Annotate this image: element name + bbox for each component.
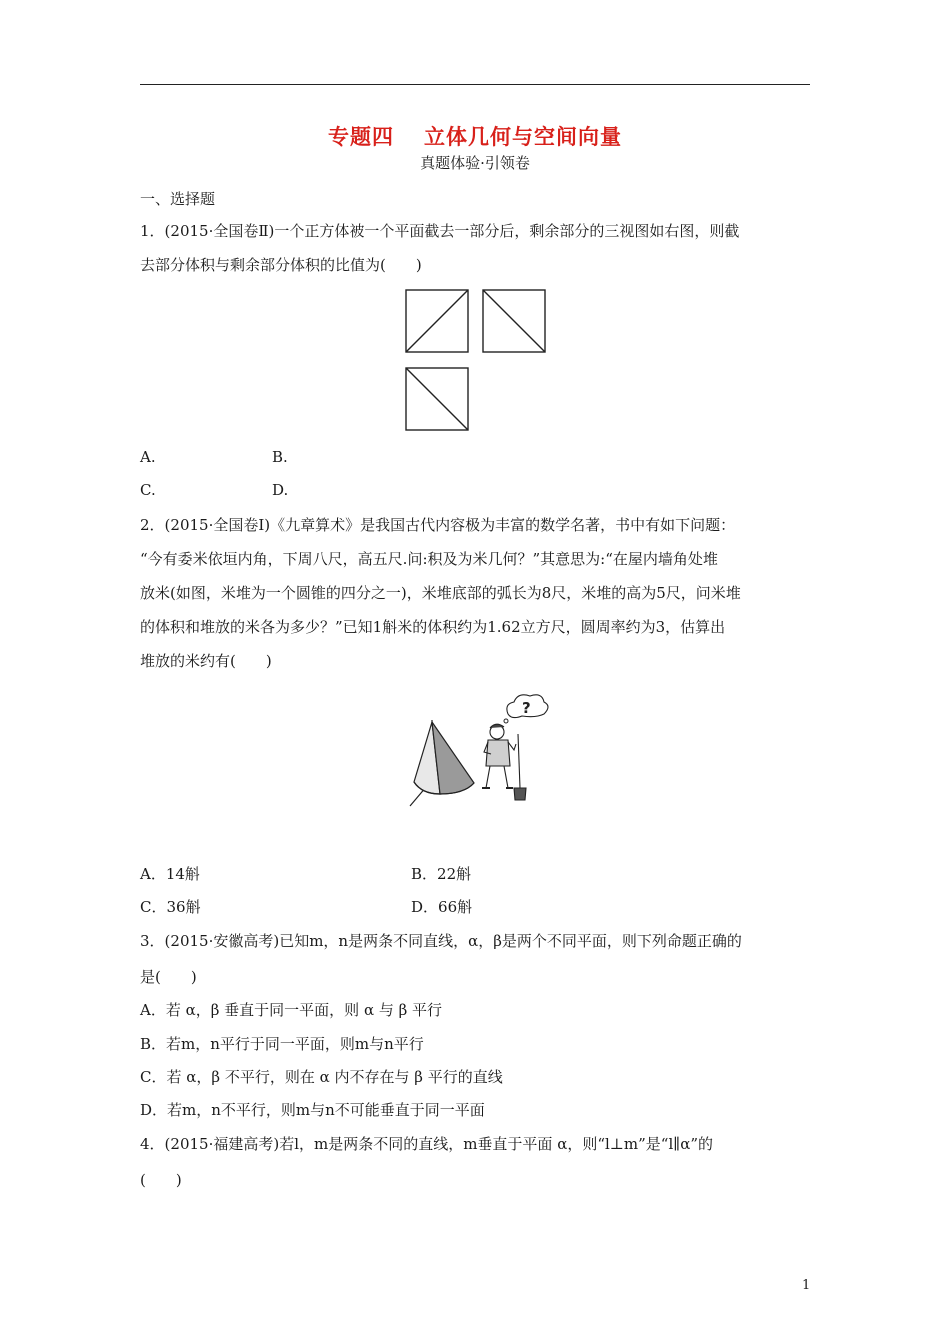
svg-text:?: ? bbox=[522, 699, 531, 717]
page-subtitle: 真题体验·引领卷 bbox=[420, 154, 530, 172]
q1-option-b: B. bbox=[272, 448, 288, 466]
quarter-cone-rice-pile bbox=[414, 722, 474, 794]
title-part-1: 专题四 bbox=[328, 125, 394, 149]
q4-line-2: ( ) bbox=[140, 1171, 182, 1189]
q2-option-a: A．14斛 bbox=[140, 865, 200, 883]
q3-option-d: D．若m，n不平行，则m与n不可能垂直于同一平面 bbox=[140, 1101, 485, 1119]
section-heading: 一、选择题 bbox=[140, 190, 216, 208]
q2-option-d: D．66斛 bbox=[411, 898, 473, 916]
header-rule bbox=[140, 84, 810, 85]
title-part-2: 立体几何与空间向量 bbox=[424, 125, 622, 149]
q3-option-c: C．若 α，β 不平行，则在 α 内不存在与 β 平行的直线 bbox=[140, 1068, 503, 1086]
q1-option-d: D. bbox=[272, 481, 289, 499]
q3-option-b: B．若m，n平行于同一平面，则m与n平行 bbox=[140, 1035, 424, 1053]
rice-pile-illustration bbox=[404, 688, 554, 810]
side-view bbox=[483, 290, 545, 352]
top-view bbox=[406, 368, 468, 430]
q4-line-1: 4．(2015·福建高考)若l，m是两条不同的直线，m垂直于平面 α，则“l⊥m”是“l∥α”的 bbox=[140, 1135, 713, 1153]
front-view bbox=[406, 290, 468, 352]
q1-option-c: C. bbox=[140, 481, 156, 499]
q3-option-a: A．若 α，β 垂直于同一平面，则 α 与 β 平行 bbox=[140, 1001, 443, 1019]
page-number: 1 bbox=[802, 1278, 811, 1293]
q3-line-1: 3．(2015·安徽高考)已知m，n是两条不同直线，α，β是两个不同平面，则下列命题正确的 bbox=[140, 932, 742, 950]
three-view-figure bbox=[400, 284, 552, 436]
q2-option-c: C．36斛 bbox=[140, 898, 201, 916]
thinking-person-figure bbox=[482, 724, 526, 800]
q2-line-3: 放米(如图，米堆为一个圆锥的四分之一)，米堆底部的弧长为8尺，米堆的高为5尺，问米堆 bbox=[140, 584, 741, 602]
q2-line-1: 2．(2015·全国卷Ⅰ)《九章算术》是我国古代内容极为丰富的数学名著，书中有如下问题： bbox=[140, 516, 736, 534]
q2-line-5: 堆放的米约有( ) bbox=[140, 652, 272, 670]
q2-line-2: “今有委米依垣内角，下周八尺，高五尺.问:积及为米几何？”其意思为:“在屋内墙角处堆 bbox=[140, 550, 718, 568]
q1-line-1: 1．(2015·全国卷Ⅱ)一个正方体被一个平面截去一部分后，剩余部分的三视图如右图，则截 bbox=[140, 222, 740, 240]
q1-option-a: A. bbox=[140, 448, 156, 466]
thought-bubble-question-icon bbox=[504, 695, 548, 723]
q2-option-b: B．22斛 bbox=[411, 865, 472, 883]
q2-line-4: 的体积和堆放的米各为多少？”已知1斛米的体积约为1.62立方尺，圆周率约为3，估算出 bbox=[140, 618, 726, 636]
q1-line-2: 去部分体积与剩余部分体积的比值为( ) bbox=[140, 256, 422, 274]
q3-line-2: 是( ) bbox=[140, 968, 197, 986]
page-title bbox=[0, 121, 950, 151]
